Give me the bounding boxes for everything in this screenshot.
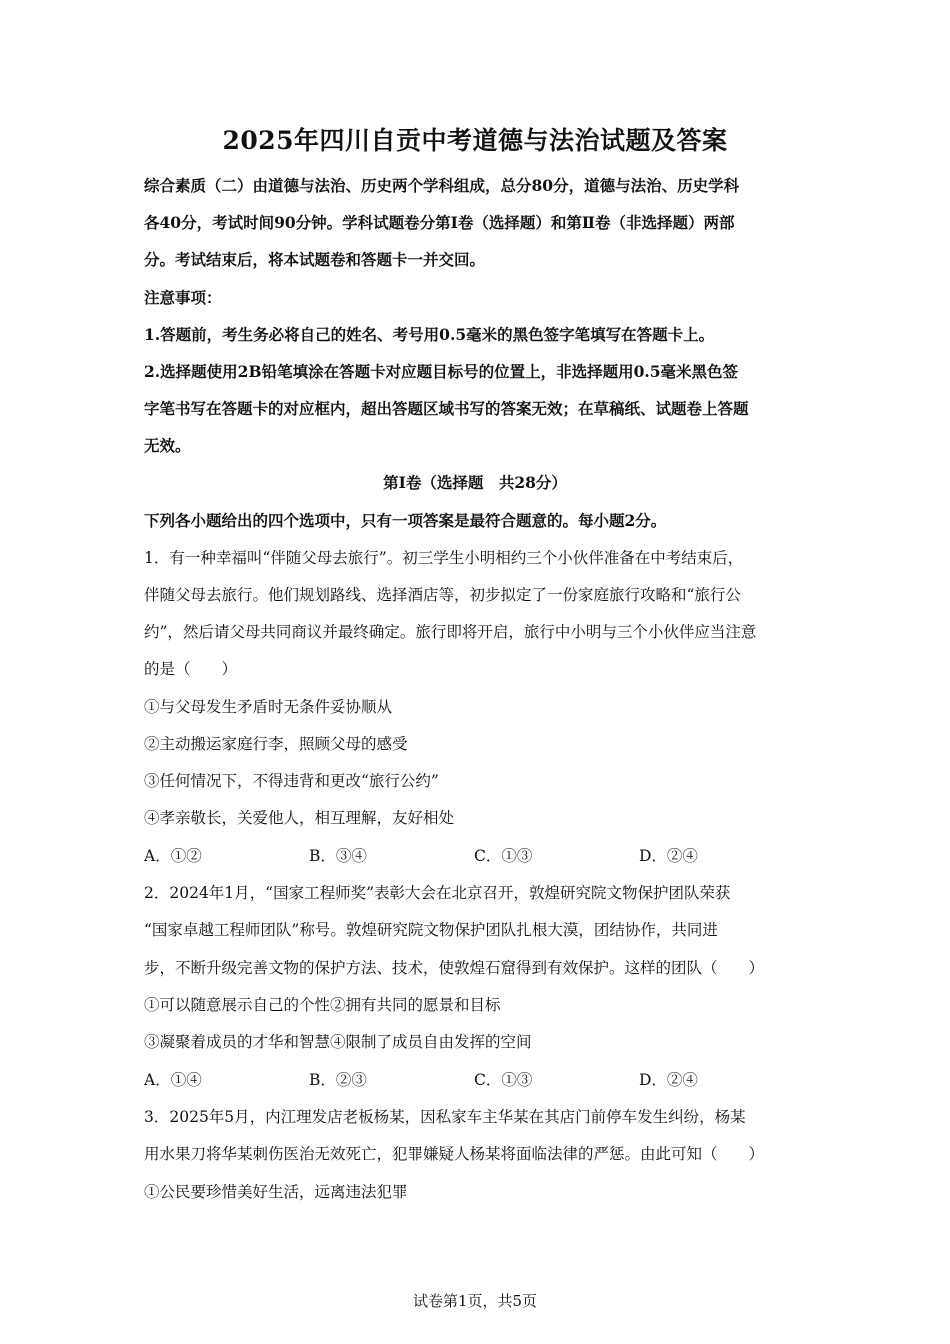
intro-line: 分。考试结束后，将本试题卷和答题卡一并交回。 [144, 250, 486, 269]
question-1-stem: 伴随父母去旅行。他们规划路线、选择酒店等，初步拟定了一份家庭旅行攻略和“旅行公 [144, 586, 741, 604]
intro-line: 各40分，考试时间90分钟。学科试题卷分第Ⅰ卷（选择题）和第Ⅱ卷（非选择题）两部 [144, 213, 735, 232]
question-2-options [144, 1070, 844, 1090]
question-1-stem: 的是（ ） [144, 660, 238, 678]
question-2-item: ③凝聚着成员的才华和智慧④限制了成员自由发挥的空间 [144, 1033, 532, 1051]
page-title: 2025年四川自贡中考道德与法治试题及答案 [222, 126, 728, 155]
question-2-stem: 2．2024年1月，“国家工程师奖”表彰大会在北京召开，敦煌研究院文物保护团队荣获 [144, 884, 731, 902]
option-c: C．①③ [474, 1071, 533, 1089]
question-1-stem: 1．有一种幸福叫“伴随父母去旅行”。初三学生小明相约三个小伙伴准备在中考结束后， [144, 549, 744, 567]
option-b: B．②③ [309, 1071, 367, 1089]
question-2-item: ①可以随意展示自己的个性②拥有共同的愿景和目标 [144, 996, 501, 1014]
option-a: A．①④ [144, 1071, 202, 1089]
question-1-options [144, 846, 844, 866]
section-title: 第Ⅰ卷（选择题 共28分） [383, 473, 567, 492]
option-c: C．①③ [474, 847, 533, 865]
question-1-item: ②主动搬运家庭行李，照顾父母的感受 [144, 735, 408, 753]
page-footer: 试卷第1页，共5页 [412, 1292, 538, 1310]
question-1-stem: 约”，然后请父母共同商议并最终确定。旅行即将开启，旅行中小明与三个小伙伴应当注意 [144, 623, 757, 641]
notice-heading: 注意事项： [144, 288, 222, 307]
question-2-stem: 步，不断升级完善文物的保护方法、技术，使敦煌石窟得到有效保护。这样的团队（ ） [144, 959, 765, 977]
notice-line: 字笔书写在答题卡的对应框内，超出答题区域书写的答案无效；在草稿纸、试题卷上答题 [144, 399, 749, 418]
notice-line: 无效。 [144, 436, 191, 455]
intro-line: 综合素质（二）由道德与法治、历史两个学科组成，总分80分，道德与法治、历史学科 [144, 176, 740, 195]
option-d: D．②④ [639, 847, 698, 865]
option-d: D．②④ [639, 1071, 698, 1089]
option-b: B．③④ [309, 847, 367, 865]
question-1-item: ③任何情况下，不得违背和更改“旅行公约” [144, 772, 439, 790]
notice-line: 1.答题前，考生务必将自己的姓名、考号用0.5毫米的黑色签字笔填写在答题卡上。 [144, 325, 715, 344]
question-1-item: ①与父母发生矛盾时无条件妥协顺从 [144, 698, 393, 716]
option-a: A．①② [144, 847, 202, 865]
question-3-stem: 用水果刀将华某刺伤医治无效死亡，犯罪嫌疑人杨某将面临法律的严惩。由此可知（ ） [144, 1145, 765, 1163]
section-instruction: 下列各小题给出的四个选项中，只有一项答案是最符合题意的。每小题2分。 [144, 511, 667, 530]
question-2-stem: “国家卓越工程师团队”称号。敦煌研究院文物保护团队扎根大漠，团结协作，共同进 [144, 921, 718, 939]
question-3-item: ①公民要珍惜美好生活，远离违法犯罪 [144, 1183, 408, 1201]
question-3-stem: 3．2025年5月，内江理发店老板杨某，因私家车主华某在其店门前停车发生纠纷，杨某 [144, 1108, 746, 1126]
notice-line: 2.选择题使用2B铅笔填涂在答题卡对应题目标号的位置上，非选择题用0.5毫米黑色签 [144, 362, 739, 381]
question-1-item: ④孝亲敬长，关爱他人，相互理解，友好相处 [144, 809, 455, 827]
